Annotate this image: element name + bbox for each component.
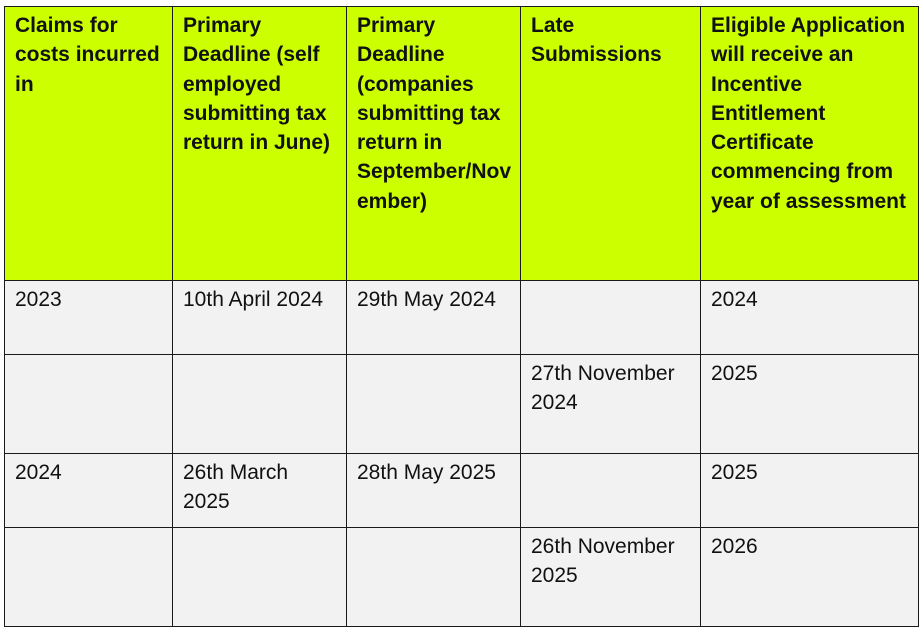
cell-self-employed-deadline: 26th March 2025 bbox=[173, 454, 347, 528]
cell-self-employed-deadline: 10th April 2024 bbox=[173, 281, 347, 355]
cell-claims-year: 2024 bbox=[5, 454, 173, 528]
table-header bbox=[5, 7, 919, 281]
header-claims-costs-year: Claims for costs incurred in bbox=[5, 7, 173, 281]
header-primary-deadline-companies: Primary Deadline (companies submitting tax return in September/November) bbox=[347, 7, 521, 281]
cell-companies-deadline bbox=[347, 528, 521, 627]
cell-claims-year: 2023 bbox=[5, 281, 173, 355]
cell-late-submission: 27th November 2024 bbox=[521, 355, 701, 454]
cell-companies-deadline: 29th May 2024 bbox=[347, 281, 521, 355]
table-row bbox=[5, 454, 919, 528]
cell-self-employed-deadline bbox=[173, 355, 347, 454]
header-primary-deadline-self-employed: Primary Deadline (self employed submitting tax return in June) bbox=[173, 7, 347, 281]
header-late-submissions: Late Submissions bbox=[521, 7, 701, 281]
cell-late-submission bbox=[521, 281, 701, 355]
cell-claims-year bbox=[5, 355, 173, 454]
cell-claims-year bbox=[5, 528, 173, 627]
cell-certificate-year: 2024 bbox=[701, 281, 919, 355]
cell-late-submission bbox=[521, 454, 701, 528]
cell-companies-deadline bbox=[347, 355, 521, 454]
table-row bbox=[5, 528, 919, 627]
header-certificate-year: Eligible Application will receive an Incentive Entitlement Certificate commencing from year of assessment bbox=[701, 7, 919, 281]
table-row bbox=[5, 281, 919, 355]
cell-certificate-year: 2025 bbox=[701, 454, 919, 528]
claims-deadline-table bbox=[4, 6, 919, 627]
cell-certificate-year: 2025 bbox=[701, 355, 919, 454]
table-row bbox=[5, 355, 919, 454]
cell-self-employed-deadline bbox=[173, 528, 347, 627]
cell-certificate-year: 2026 bbox=[701, 528, 919, 627]
table-body bbox=[5, 281, 919, 627]
cell-late-submission: 26th November 2025 bbox=[521, 528, 701, 627]
header-row bbox=[5, 7, 919, 281]
cell-companies-deadline: 28th May 2025 bbox=[347, 454, 521, 528]
